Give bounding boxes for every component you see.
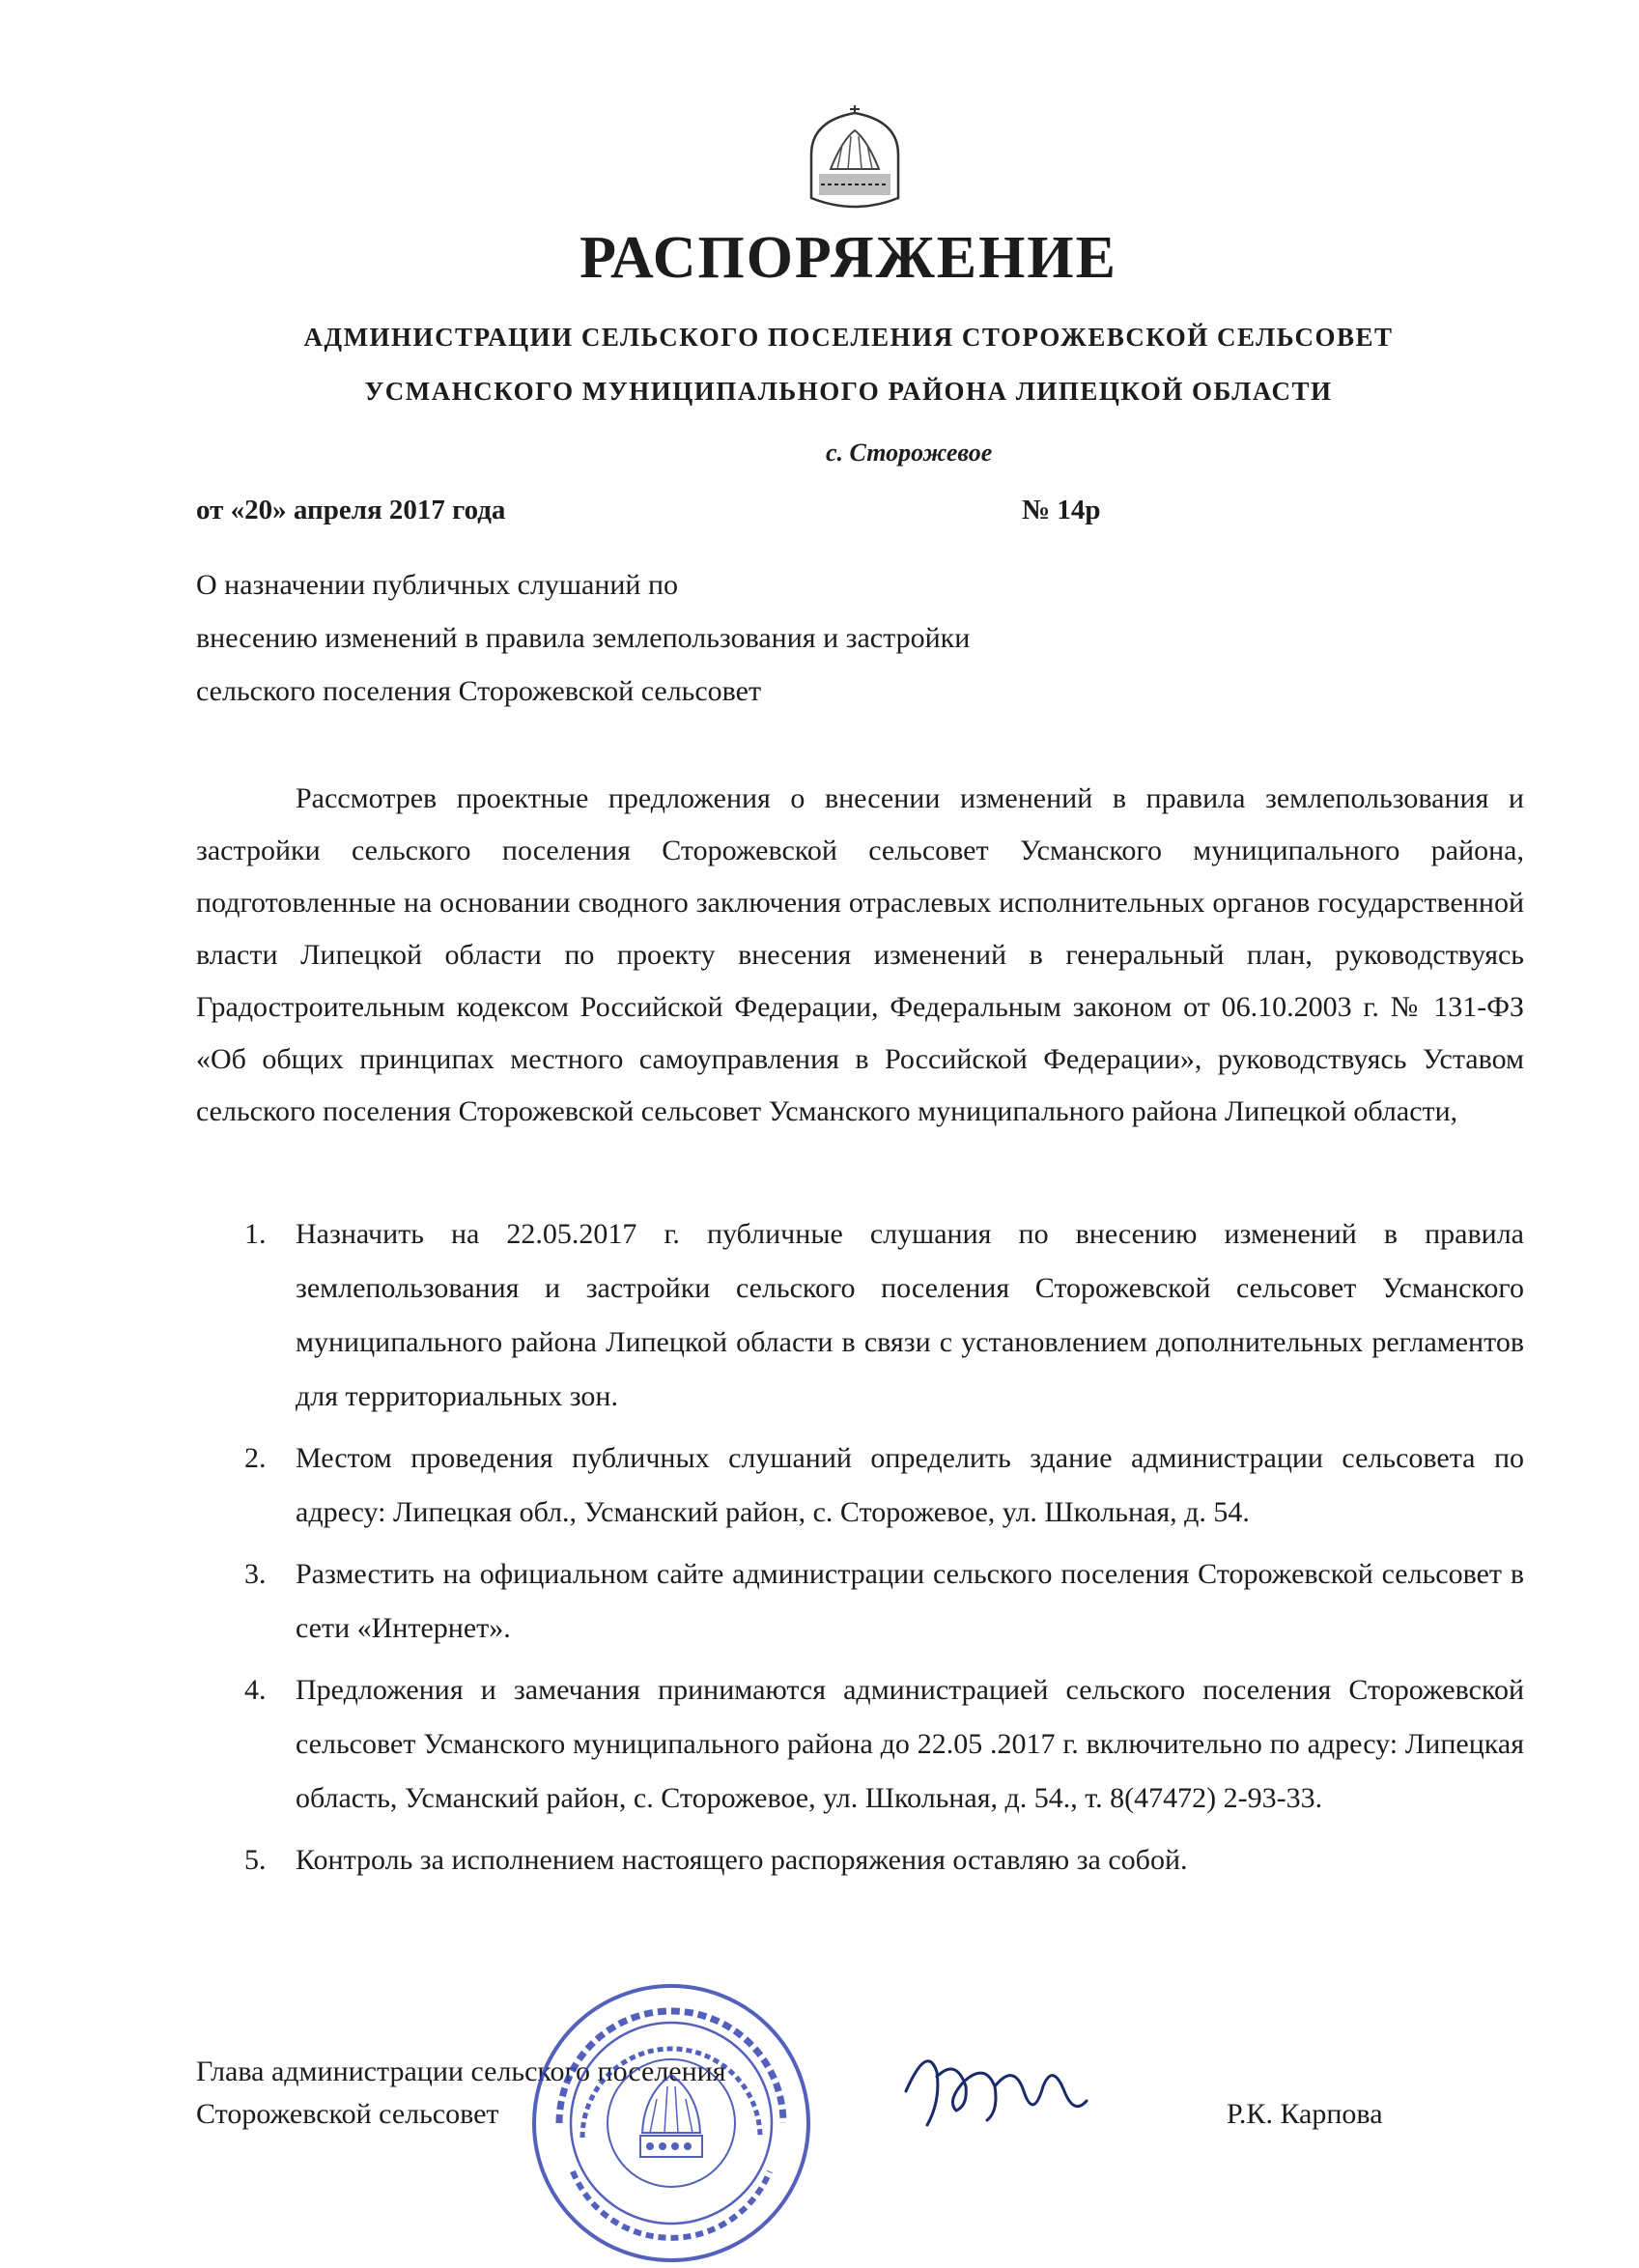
signatory-name: Р.К. Карпова [1227, 2098, 1383, 2130]
official-seal-icon [526, 1978, 816, 2268]
list-item [196, 1547, 1524, 1656]
item-number: 3. [244, 1558, 267, 1590]
signatory-position-line-1: Глава администрации сельского поселения [196, 2055, 726, 2087]
subject-line: О назначении публичных слушаний по [196, 569, 679, 601]
document-title: РАСПОРЯЖЕНИЕ [579, 225, 1117, 291]
coat-of-arms-icon [792, 101, 918, 217]
item-number: 5. [244, 1844, 267, 1876]
organization-line-1: АДМИНИСТРАЦИИ СЕЛЬСКОГО ПОСЕЛЕНИЯ СТОРОЖЕВСКОЙ СЕЛЬСОВЕТ [303, 323, 1394, 352]
item-number: 1. [244, 1218, 267, 1250]
subject-line: сельского поселения Сторожевской сельсовет [196, 675, 762, 707]
list-item [196, 1207, 1524, 1424]
item-number: 4. [244, 1674, 267, 1706]
document-subject [196, 558, 970, 718]
list-item [196, 1833, 1524, 1887]
signatory-position-line-2: Сторожевской сельсовет [196, 2098, 499, 2130]
item-text: Местом проведения публичных слушаний определить здание администрации сельсовета по адресу: Липецкая обл., Усманский район, с. Сторожевое, ул. Школьная, д. 54. [296, 1442, 1524, 1528]
document-number: № 14р [1022, 495, 1101, 525]
item-text: Контроль за исполнением настоящего распоряжения оставляю за собой. [296, 1844, 1188, 1876]
list-item [196, 1432, 1524, 1540]
handwritten-signature-icon [898, 2033, 1091, 2140]
preamble-paragraph: Рассмотрев проектные предложения о внесении изменений в правила землепользования и застройки сельского поселения Сторожевской сельсовет Усманского муниципального района, подготовленные на основании сводного заключения отраслевых исполнительных органов государственной власти Липецкой области по проекту внесения изменений в генеральный план, руководствуясь Градостроительным кодексом Российской Федерации, Федеральным законом от 06.10.2003 г. № 131-ФЗ «Об общих принципах местного самоуправления в Российской Федерации», руководствуясь Уставом сельского поселения Сторожевской сельсовет Усманского муниципального района Липецкой области, [196, 782, 1524, 1127]
organization-line-2: УСМАНСКОГО МУНИЦИПАЛЬНОГО РАЙОНА ЛИПЕЦКОЙ ОБЛАСТИ [364, 377, 1333, 406]
item-text: Разместить на официальном сайте администрации сельского поселения Сторожевской сельсовет в сети «Интернет». [296, 1558, 1524, 1644]
item-number: 2. [244, 1442, 267, 1474]
item-text: Назначить на 22.05.2017 г. публичные слушания по внесению изменений в правила землепользования и застройки сельского поселения Сторожевской сельсовет Усманского муниципального района Липецкой области в связи с установлением дополнительных регламентов для территориальных зон. [296, 1218, 1524, 1412]
order-items-list [196, 1207, 1524, 1895]
item-text: Предложения и замечания принимаются администрацией сельского поселения Сторожевской сельсовет Усманского муниципального района до 22.05 .2017 г. включительно по адресу: Липецкая область, Усманский район, с. Сторожевое, ул. Школьная, д. 54., т. 8(47472) 2-93-33. [296, 1674, 1524, 1814]
list-item [196, 1663, 1524, 1826]
place-of-issue: с. Сторожевое [826, 439, 993, 467]
document-date: от «20» апреля 2017 года [196, 495, 506, 525]
subject-line: внесению изменений в правила землепользования и застройки [196, 622, 971, 654]
